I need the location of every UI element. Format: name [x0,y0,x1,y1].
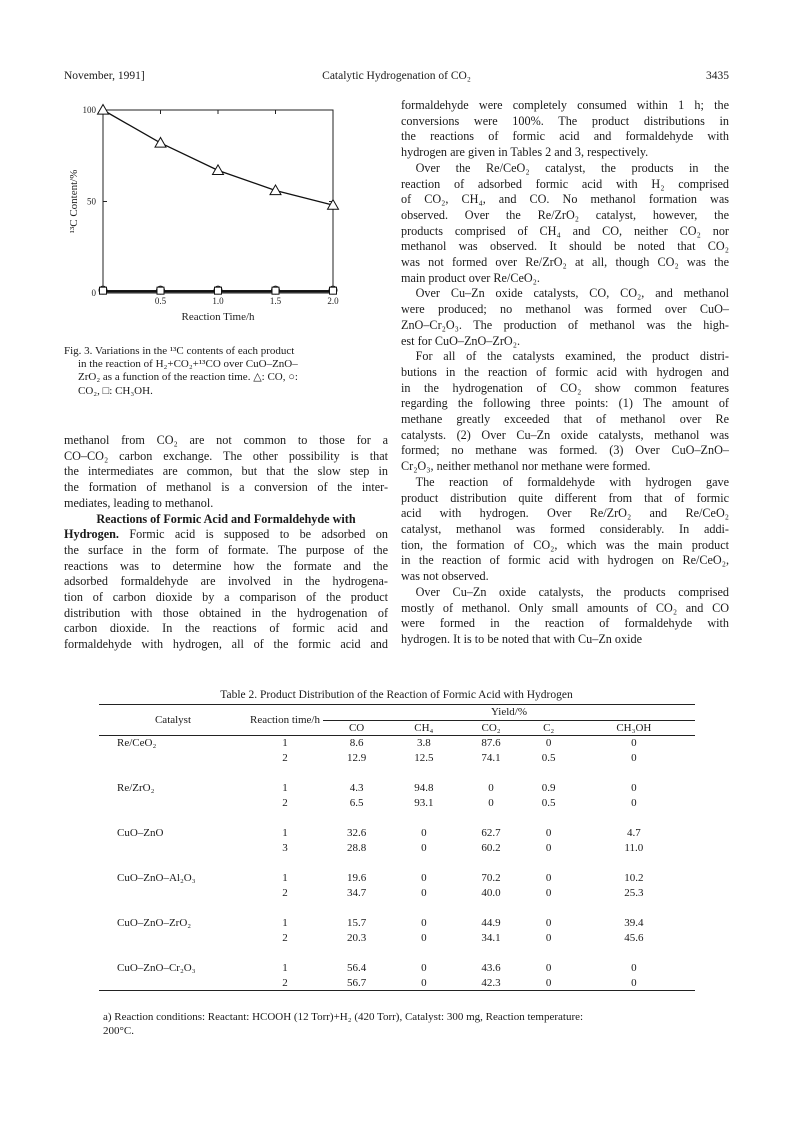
text-line: of CO₂, CH₄, and CO. No methanol formation was [401,192,729,207]
text-line: hydrogen are given in Tables 2 and 3, respectively. [401,145,649,160]
table-cell-value: 0 [390,976,457,991]
table-cell-value: 45.6 [624,931,644,944]
text-line: adsorbed formaldehyde are involved in the hydrogena- [64,574,388,589]
table-cell-value: 0 [573,976,695,991]
table-row [99,931,695,946]
table-cell-catalyst [99,751,247,766]
figure-caption [64,345,392,398]
table-cell-catalyst [99,976,247,991]
caption-line: in the reaction of H₂+CO₂+¹³CO over CuO–ZnO– [78,358,298,371]
table-cell-value: 4.7 [626,827,641,839]
table-cell-value: 40.0 [481,886,501,899]
table-cell-value: 0 [545,841,552,854]
data-point-square [215,287,222,294]
table-spacer-row [99,900,695,916]
x-tick-label: 1.0 [212,296,224,306]
text-line: the formation of methanol is a conversion of the inter- [64,480,388,495]
table-header-catalyst: Catalyst [99,705,247,736]
text-line: formed; no methane was formed. (3) Over CuO–ZnO– [401,443,729,458]
table-cell-value: 74.1 [481,751,501,764]
section-heading-cont: Hydrogen. [64,527,119,542]
table-cell-time: 1 [282,782,288,794]
table-cell-time: 2 [282,886,288,899]
section-heading: Reactions of Formic Acid and Formaldehyde with [96,511,356,526]
table-cell-catalyst: CuO–ZnO [117,827,164,839]
text-line: the surface in the form of formate. The purpose of the [64,542,388,557]
table-row [99,796,695,811]
table-spacer-row [99,810,695,826]
table-row [99,826,695,841]
text-line: Over the Re/CeO₂ catalyst, the products in the [415,160,729,175]
text-line: were formed in the reaction of formaldehyde with [401,616,729,631]
data-point-triangle [98,105,109,115]
right-text-column [401,98,729,648]
text-line: formaldehyde with hydrogen, all of the formic acid and [64,637,388,652]
text-line: regarding the following three points: (1) The amount of [401,396,729,411]
text-line: products comprised of CH₄ and CO, neither CO₂ nor [401,223,729,238]
text-line: hydrogen. It is to be noted that with Cu–Zn oxide [401,631,643,646]
text-line-rest: Formic acid is supposed to be adsorbed on [118,527,388,542]
table-cell-value: 0 [631,796,637,809]
table-header-product: CO [323,720,390,736]
table-row [99,916,695,931]
table-cell-value: 60.2 [481,841,501,854]
table-header-yield: Yield/% [323,705,695,721]
table-row [99,871,695,886]
text-line: methanol was observed. It should be noted that CO₂ [401,239,729,254]
y-tick-label: 50 [87,196,96,207]
table-row [99,961,695,976]
table-cell-value: 12.9 [346,751,367,764]
table-cell-value: 19.6 [346,872,367,884]
text-line: est for CuO–ZnO–ZrO₂. [401,333,520,348]
table-cell-value: 0 [421,931,427,944]
table-cell-value: 25.3 [624,886,644,899]
table-row [99,781,695,796]
table-row [99,751,695,766]
table-cell-value: 8.6 [349,737,364,749]
text-line: distribution with those obtained in the hydrogenation of [64,605,388,620]
table-cell-value: 0.5 [541,796,556,809]
text-line: main product over Re/CeO₂. [401,270,540,285]
table-cell-value: 0 [631,782,637,794]
text-line: carbon dioxide. In the reactions of formic acid and [64,621,388,636]
running-header-date: November, 1991] [64,70,145,82]
table-cell-time: 1 [282,962,288,974]
text-line: reaction of adsorbed formic acid with H₂ comprised [401,176,729,191]
table-cell-catalyst: CuO–ZnO–ZrO₂ [117,917,192,929]
table-cell-value: 0 [421,886,427,899]
text-line: mediates, leading to methanol. [64,495,214,510]
running-header-title: Catalytic Hydrogenation of CO₂ [322,70,471,82]
table-cell-catalyst: Re/CeO₂ [117,737,157,749]
text-line [64,527,388,543]
table-cell-time: 2 [247,976,323,991]
text-line: Cr₂O₃, neither methanol nor methane were formed. [401,459,651,474]
table-cell-value: 44.9 [481,917,501,929]
table-spacer-row [99,945,695,961]
text-line: in the hydrogenation of CO₂ show common features [401,380,729,395]
table-cell-value: 10.2 [624,872,644,884]
y-axis-label: ¹³C Content/% [68,169,80,234]
caption-line: Fig. 3. Variations in the ¹³C contents of each product [64,345,295,357]
table-header-product: CO₂ [457,720,524,736]
table-cell-value: 34.1 [481,931,501,944]
table-cell-value: 56.4 [346,962,367,974]
text-line: tion, the formation of CO₂, which was the main product [401,537,729,552]
table-cell-value: 93.1 [414,796,434,809]
text-line: methane greatly exceeded that of methanol over Re [401,412,729,427]
data-point-triangle [155,137,166,147]
text-line: For all of the catalysts examined, the product distri- [415,349,729,364]
table-cell-time: 2 [282,796,288,809]
table-cell-time: 2 [282,931,288,944]
product-distribution-table [99,704,695,991]
text-line: methanol from CO₂ are not common to those for a [64,433,388,447]
caption-line: CO₂, □: CH₃OH. [78,384,153,397]
table-cell-value: 0 [545,872,552,884]
table-header-product: CH₃OH [573,720,695,736]
table-cell-value: 56.7 [323,976,390,991]
table-cell-time: 1 [282,827,288,839]
table-cell-value: 43.6 [481,962,501,974]
text-line: the reactions of formic acid and formaldehyde with [401,129,729,144]
text-line: the intermediates are common, but that the slow step in [64,464,388,479]
text-line: mostly of methanol. Only small amounts of CO₂ and CO [401,600,729,615]
text-line: Over Cu–Zn oxide catalysts, the products comprised [415,584,729,599]
table-cell-value: 94.8 [414,782,434,794]
table-cell-value: 0 [421,962,427,974]
text-line: The reaction of formaldehyde with hydrogen gave [415,474,729,489]
table-cell-value: 0 [488,782,494,794]
text-line: CO–CO₂ carbon exchange. The other possibility is that [64,448,388,463]
table-cell-catalyst: CuO–ZnO–Al₂O₃ [117,872,196,884]
table-cell-value: 0 [545,886,552,899]
table-row [99,886,695,901]
figure-3-chart [55,98,390,333]
table-cell-value: 0 [525,976,573,991]
table-cell-time: 2 [282,751,288,764]
data-point-square [330,287,337,294]
x-axis-label: Reaction Time/h [181,311,255,323]
table-cell-catalyst [99,931,247,946]
table-cell-value: 0 [421,872,427,884]
table-cell-value: 0 [545,962,552,974]
footnote-line: 200°C. [103,1025,134,1037]
series-line-triangle [103,110,333,205]
footnote-line: a) Reaction conditions: Reactant: HCOOH (12 Torr)+H₂ (420 Torr), Catalyst: 300 mg, Reaction temperature: [103,1011,584,1023]
table-row [99,841,695,856]
left-text-column [64,433,388,653]
table-header-time: Reaction time/h [247,705,323,736]
text-line: conversions were 100%. The product distributions in [401,113,729,128]
table-cell-value: 62.7 [481,827,501,839]
table-spacer-row [99,765,695,781]
table-cell-time: 1 [282,872,288,884]
x-tick-label: 1.5 [269,296,282,306]
text-line: butions in the reaction of formic acid with hydrogen and [401,364,729,379]
table-cell-value: 0.9 [541,782,556,794]
table-cell-value: 32.6 [346,827,367,839]
table-body [99,736,695,991]
table-cell-value: 0.5 [541,751,556,764]
table-cell-time: 1 [282,917,288,929]
table-cell-catalyst: CuO–ZnO–Cr₂O₃ [117,962,196,974]
table-cell-value: 3.8 [416,737,431,749]
text-line: in the reaction of formic acid with hydrogen on Re/CeO₂, [401,553,729,568]
text-line: formaldehyde were completely consumed within 1 h; the [401,98,729,112]
text-line: tion of carbon dioxide by a comparison of the product [64,590,388,605]
table-cell-value: 4.3 [349,782,364,794]
text-line: catalysts. (2) Over Cu–Zn oxide catalysts, methanol was [401,427,729,442]
page-number: 3435 [706,70,729,82]
table-cell-value: 0 [488,796,494,809]
table-cell-value: 39.4 [624,917,644,929]
table-cell-value: 0 [545,931,552,944]
table-cell-value: 12.5 [414,751,434,764]
text-line: acid with hydrogen. Over Re/ZrO₂ and Re/CeO₂ [401,506,729,521]
table-row [99,976,695,991]
table-cell-value: 0 [631,737,637,749]
table-spacer-row [99,855,695,871]
data-point-triangle [213,165,224,175]
table-footnote [103,1010,693,1038]
text-line: reactions was to determine how the formate and the [64,558,388,573]
table-caption: Table 2. Product Distribution of the Reaction of Formic Acid with Hydrogen [220,689,573,701]
table-cell-value: 0 [545,917,552,929]
table-cell-catalyst [99,886,247,901]
y-tick-label: 100 [82,105,96,115]
text-line: Over Cu–Zn oxide catalysts, CO, CO₂, and methanol [415,286,729,301]
table-cell-value: 0 [631,962,637,974]
y-tick-label: 0 [91,288,96,298]
caption-line: ZrO₂ as a function of the reaction time. △: CO, ○: [78,371,298,384]
text-line: catalyst, methanol was formed considerably. In addi- [401,521,729,536]
table-cell-catalyst [99,796,247,811]
table-cell-value: 0 [421,841,427,854]
text-line: were produced; no methanol was formed over CuO– [401,302,729,317]
data-point-square [100,287,107,294]
data-point-square [272,287,279,294]
table-cell-value: 0 [631,751,637,764]
table-cell-catalyst: Re/ZrO₂ [117,782,155,794]
text-line: observed. Over the Re/ZrO₂ catalyst, however, the [401,207,729,222]
table-cell-value: 0 [421,917,427,929]
x-tick-label: 0.5 [154,296,167,306]
table-cell-value: 15.7 [346,917,367,929]
table-cell-value: 28.8 [346,841,367,854]
table-cell-value: 34.7 [346,886,367,899]
plot-frame [103,110,333,293]
table-cell-catalyst [99,841,247,856]
table-cell-time: 3 [282,841,288,854]
table-cell-value: 0 [545,737,552,749]
table-cell-value: 20.3 [346,931,367,944]
x-tick-label: 2.0 [327,296,339,306]
table-header-product: CH₄ [390,720,457,736]
table-cell-value: 0 [421,827,427,839]
table-row [99,736,695,751]
table-cell-value: 0 [545,827,552,839]
table-cell-time: 1 [282,737,288,749]
text-line: product distribution quite different from that of formic [401,490,729,505]
table-cell-value: 6.5 [349,796,364,809]
data-point-square [157,287,164,294]
text-line: ZnO–Cr₂O₃. The production of methanol was the high- [401,317,729,332]
table-cell-value: 70.2 [481,872,501,884]
text-line: was not observed. [401,569,489,584]
text-line: was not formed over Re/ZrO₂ at all, though CO₂ was the [401,255,729,270]
table-cell-value: 42.3 [457,976,524,991]
table-header-product: C₂ [525,720,573,736]
table-cell-value: 11.0 [624,841,644,854]
table-cell-value: 87.6 [481,737,501,749]
